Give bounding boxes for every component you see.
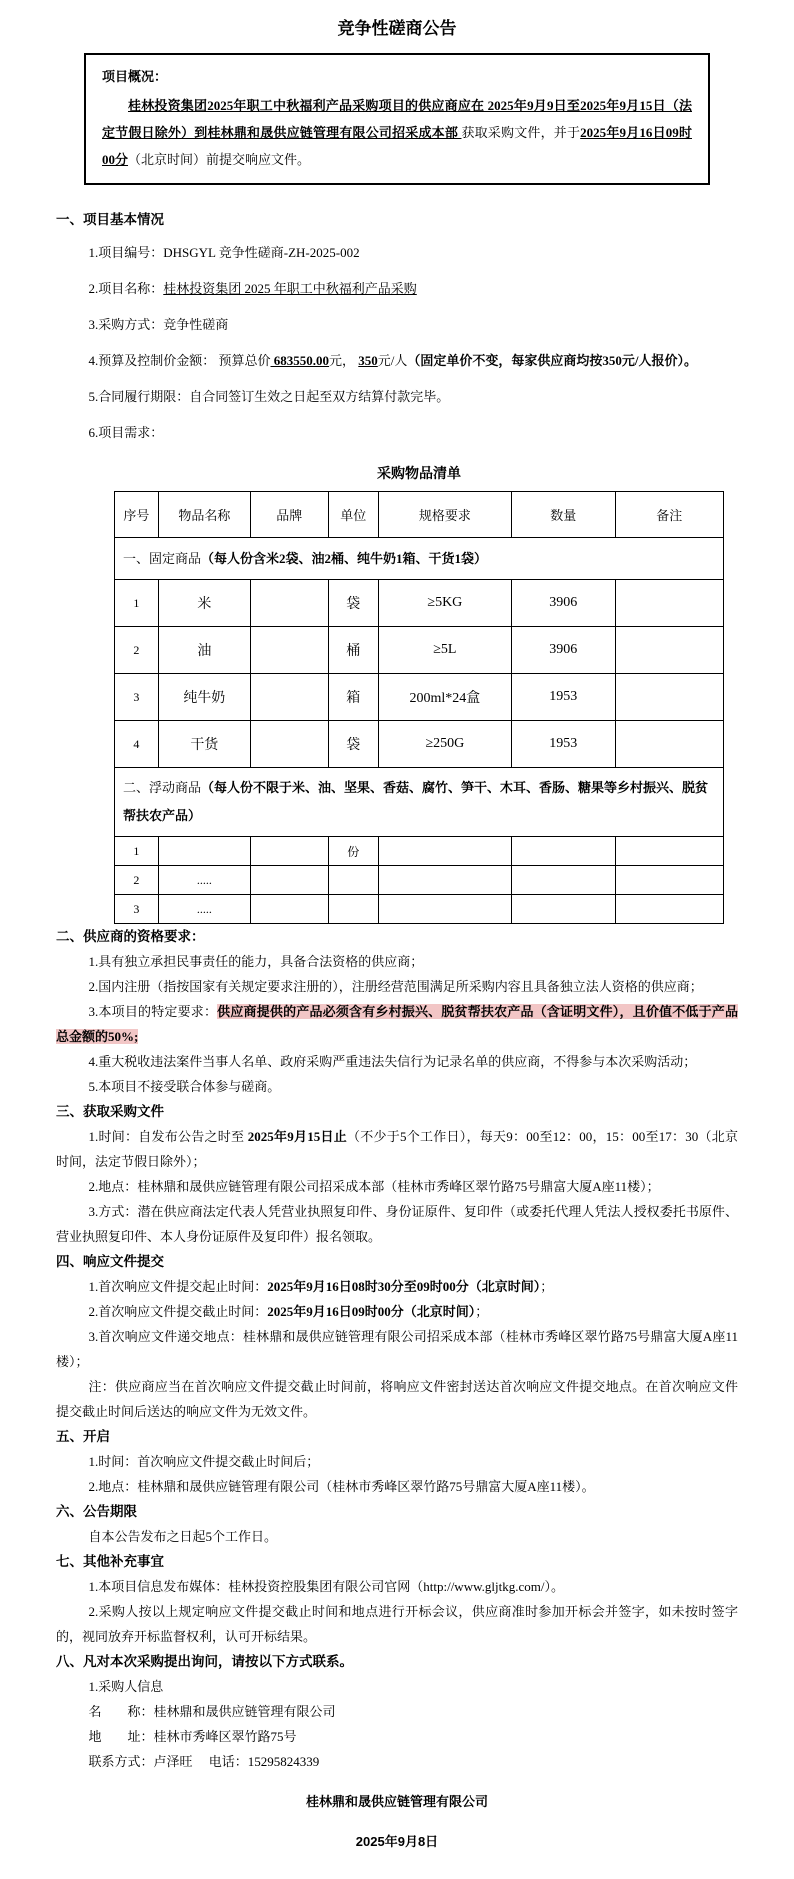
- overview-label: 项目概况：: [102, 69, 168, 84]
- section-supplier-qualifications: [56, 924, 738, 1099]
- budget-unit-price: 350: [358, 353, 378, 368]
- obtain-location-item: 2.地点：桂林鼎和晟供应链管理有限公司招采成本部（桂林市秀峰区翠竹路75号鼎富大厦A座11楼）；: [88, 1179, 660, 1194]
- header-cell-spec: 规格要求: [378, 492, 511, 538]
- section-obtain-documents: [56, 1099, 738, 1249]
- section-7-heading: 七、其他补充事宜: [56, 1554, 164, 1569]
- purchaser-address-line: 地 址：桂林市秀峰区翠竹路75号: [88, 1729, 297, 1744]
- project-name-item: 2.项目名称：桂林投资集团 2025 年职工中秋福利产品采购: [88, 281, 417, 296]
- section-response-submission: [56, 1249, 738, 1424]
- qualification-item-3: 3.本项目的特定要求：供应商提供的产品必须含有乡村振兴、脱贫帮扶农产品（含证明文件），且价值不低于产品总金额的50%;: [56, 1004, 738, 1044]
- bid-opening-rule-item: 2.采购人按以上规定响应文件提交截止时间和地点进行开标会议，供应商准时参加开标会并签字，如未按时签字的，视同放弃开标监督权利，认可开标结果。: [56, 1604, 738, 1644]
- qualification-item-1: 1.具有独立承担民事责任的能力，具备合法资格的供应商；: [88, 954, 424, 969]
- header-cell-qty: 数量: [512, 492, 616, 538]
- opening-location-item: 2.地点：桂林鼎和晟供应链管理有限公司（桂林市秀峰区翠竹路75号鼎富大厦A座11楼）。: [88, 1479, 595, 1494]
- submission-deadline-item: 2.首次响应文件提交截止时间：2025年9月16日09时00分（北京时间）；: [88, 1304, 489, 1319]
- qualification-item-5: 5.本项目不接受联合体参与磋商。: [88, 1079, 281, 1094]
- fixed-goods-group-row: 一、固定商品（每人份含米2袋、油2桶、纯牛奶1箱、干货1袋）: [115, 538, 724, 580]
- header-cell-note: 备注: [615, 492, 723, 538]
- project-overview-box: [84, 53, 710, 185]
- document-footer: [56, 1790, 738, 1854]
- obtain-time-item: 1.时间：自发布公告之时至 2025年9月15日止（不少于5个工作日），每天9：00至12：00，15：00至17：30（北京时间，法定节假日除外）；: [56, 1129, 738, 1169]
- project-name-value: 桂林投资集团 2025 年职工中秋福利产品采购: [163, 281, 417, 296]
- overview-highlighted-period: 桂林投资集团2025年职工中秋福利产品采购项目的供应商应在 2025年9月9日至2025年9月15日（法定节假日除外）到桂林鼎和晟供应链管理有限公司招采成本部: [102, 98, 692, 140]
- page-title: 竞争性磋商公告: [337, 19, 457, 38]
- table-row-rice: 1 米 袋 ≥5KG 3906: [115, 580, 724, 627]
- qualification-item-4: 4.重大税收违法案件当事人名单、政府采购严重违法失信行为记录名单的供应商，不得参与本次采购活动；: [88, 1054, 697, 1069]
- section-1-heading: 一、项目基本情况: [56, 212, 164, 227]
- header-cell-seq: 序号: [115, 492, 159, 538]
- section-contact: [56, 1649, 738, 1774]
- table-row-milk: 3 纯牛奶 箱 200ml*24盒 1953: [115, 674, 724, 721]
- section-5-heading: 五、开启: [56, 1429, 110, 1444]
- section-supplementary: [56, 1549, 738, 1649]
- purchaser-name-line: 名 称：桂林鼎和晟供应链管理有限公司: [88, 1704, 336, 1719]
- obtain-method-item: 3.方式：潜在供应商法定代表人凭营业执照复印件、身份证原件、复印件（或委托代理人凭法人授权委托书原件、营业执照复印件、本人身份证原件及复印件）报名领取。: [56, 1204, 738, 1244]
- opening-time-item: 1.时间：首次响应文件提交截止时间后；: [88, 1454, 320, 1469]
- overview-deadline: 2025年9月16日09时00分: [102, 125, 692, 167]
- section-2-heading: 二、供应商的资格要求：: [56, 929, 205, 944]
- table-header-row: [115, 492, 724, 538]
- overview-paragraph: 桂林投资集团2025年职工中秋福利产品采购项目的供应商应在 2025年9月9日至2025年9月15日（法定节假日除外）到桂林鼎和晟供应链管理有限公司招采成本部 获取采购文件，并于2025年9月16日09时00分（北京时间）前提交响应文件。: [102, 98, 692, 167]
- procurement-method-item: 3.采购方式：竞争性磋商: [88, 317, 229, 332]
- section-6-heading: 六、公告期限: [56, 1504, 137, 1519]
- section-4-heading: 四、响应文件提交: [56, 1254, 164, 1269]
- footer-date: 2025年9月8日: [355, 1834, 439, 1849]
- submission-window-time: 2025年9月16日08时30分至09时00分（北京时间）: [267, 1279, 541, 1294]
- header-cell-item-name: 物品名称: [158, 492, 250, 538]
- section-announcement-period: [56, 1499, 738, 1549]
- qualification-item-2: 2.国内注册（指按国家有关规定要求注册的），注册经营范围满足所采购内容且具备独立法人资格的供应商；: [88, 979, 703, 994]
- table-row-float-3: 3 .....: [115, 895, 724, 924]
- goods-table: [114, 491, 724, 924]
- goods-table-title: 采购物品清单: [377, 465, 461, 481]
- project-number-value: DHSGYL 竞争性磋商-ZH-2025-002: [163, 245, 360, 260]
- table-row-float-2: 2 .....: [115, 866, 724, 895]
- table-row-oil: 2 油 桶 ≥5L 3906: [115, 627, 724, 674]
- budget-total-value: 683550.00: [270, 353, 330, 368]
- submission-deadline-time: 2025年9月16日09时00分（北京时间）: [267, 1304, 476, 1319]
- announcement-period-body: 自本公告发布之日起5个工作日。: [88, 1529, 278, 1544]
- budget-item: 4.预算及控制价金额： 预算总价 683550.00元， 350元/人（固定单价不变，每家供应商均按350元/人报价）。: [88, 353, 698, 368]
- submission-note: 注：供应商应当在首次响应文件提交截止时间前，将响应文件密封送达首次响应文件提交地点。在首次响应文件提交截止时间后送达的响应文件为无效文件。: [56, 1379, 738, 1419]
- header-cell-unit: 单位: [328, 492, 378, 538]
- section-basic-info: [56, 205, 738, 451]
- contract-term-item: 5.合同履行期限：自合同签订生效之日起至双方结算付款完毕。: [88, 389, 450, 404]
- submission-location-item: 3.首次响应文件递交地点：桂林鼎和晟供应链管理有限公司招采成本部（桂林市秀峰区翠竹路75号鼎富大厦A座11楼）；: [56, 1329, 738, 1369]
- special-requirement-highlight: 供应商提供的产品必须含有乡村振兴、脱贫帮扶农产品（含证明文件），且价值不低于产品总金额的50%;: [56, 1004, 738, 1044]
- purchaser-contact-line: 联系方式：卢泽旺 电话：15295824339: [88, 1754, 320, 1769]
- header-cell-brand: 品牌: [250, 492, 328, 538]
- publish-media-item: 1.本项目信息发布媒体：桂林投资控股集团有限公司官网（http://www.gljtkg.com/）。: [88, 1579, 564, 1594]
- obtain-deadline: 2025年9月15日止: [247, 1129, 347, 1144]
- table-row-dry-goods: 4 干货 袋 ≥250G 1953: [115, 721, 724, 768]
- footer-company: 桂林鼎和晟供应链管理有限公司: [305, 1794, 488, 1809]
- purchaser-info-item: 1.采购人信息: [88, 1679, 164, 1694]
- section-3-heading: 三、获取采购文件: [56, 1104, 164, 1119]
- section-8-heading: 八、凡对本次采购提出询问，请按以下方式联系。: [56, 1654, 353, 1669]
- project-number-item: 1.项目编号：DHSGYL 竞争性磋商-ZH-2025-002: [88, 245, 360, 260]
- section-opening: [56, 1424, 738, 1499]
- table-row-float-1: 1 份: [115, 837, 724, 866]
- floating-goods-group-row: 二、浮动商品（每人份不限于米、油、坚果、香菇、腐竹、笋干、木耳、香肠、糖果等乡村振兴、脱贫帮扶农产品）: [115, 768, 724, 837]
- submission-window-item: 1.首次响应文件提交起止时间：2025年9月16日08时30分至09时00分（北京时间）；: [88, 1279, 554, 1294]
- project-demand-item: 6.项目需求：: [88, 425, 164, 440]
